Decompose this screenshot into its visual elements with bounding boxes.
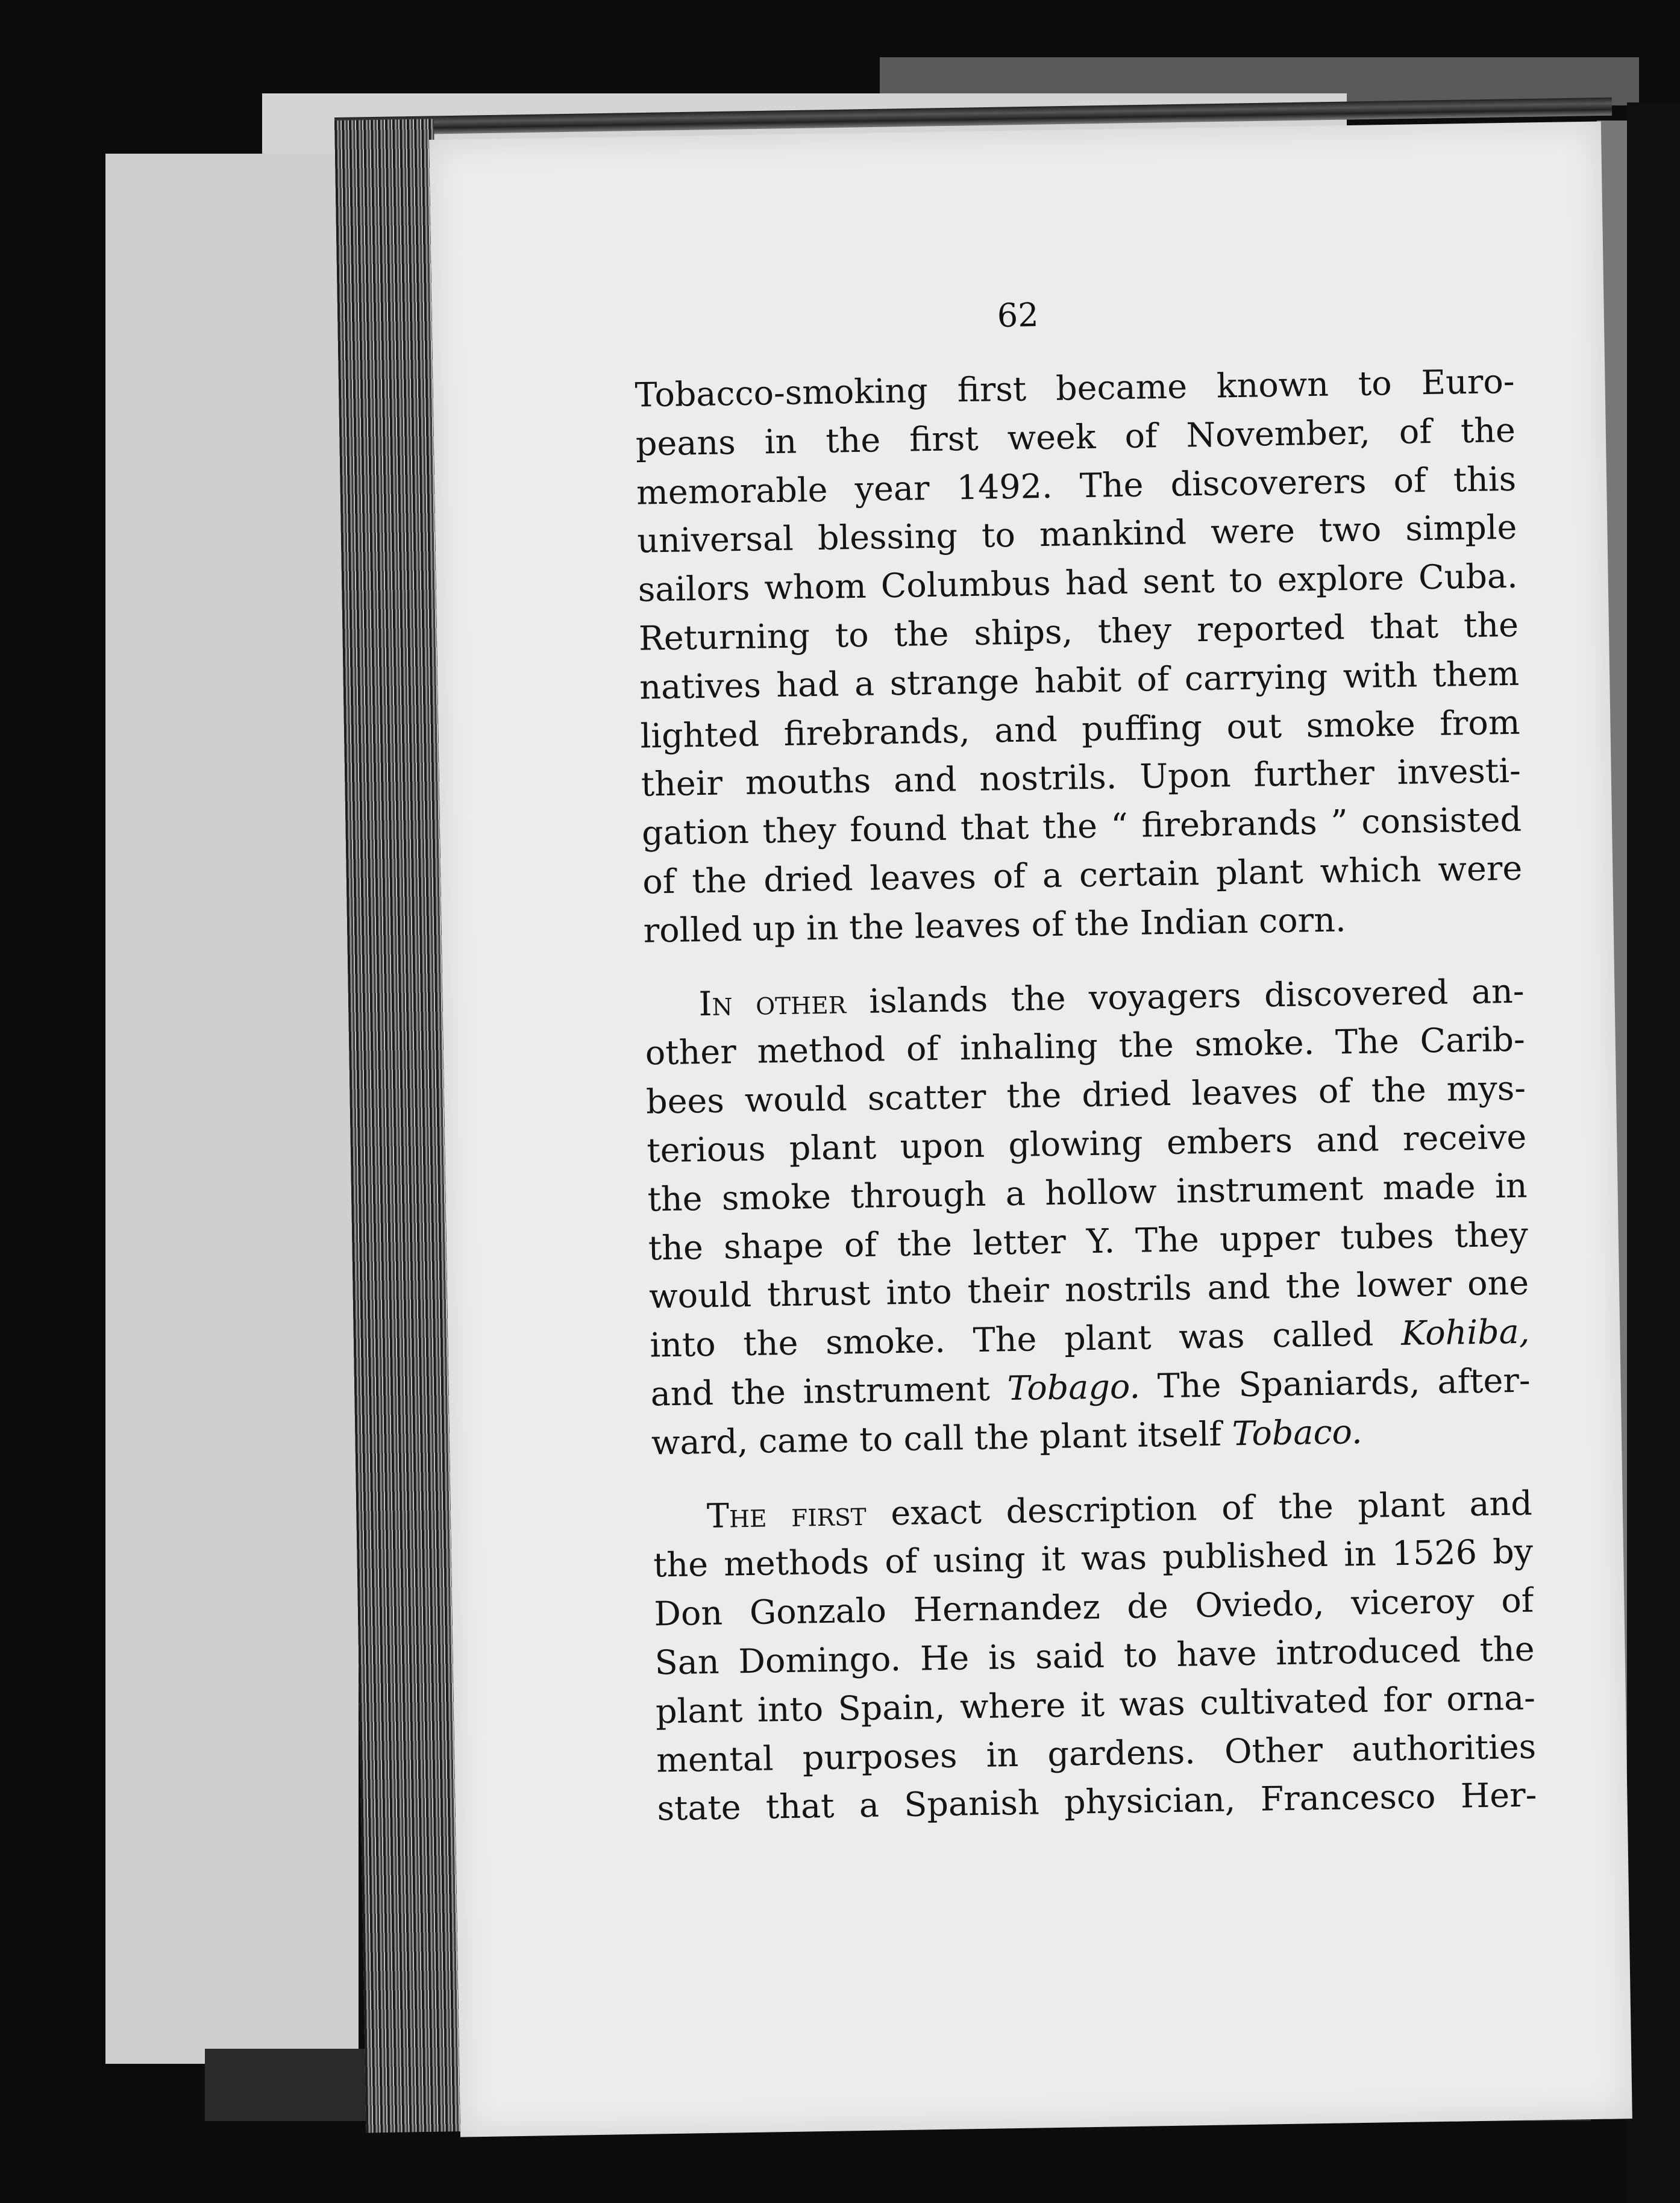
text-run: and the instrument [650,1369,1008,1414]
book-page [429,121,1632,2137]
small-caps-lead: In other [698,982,847,1024]
body-text [635,358,1537,1834]
text-line: the shape of the letter Y. The upper tubes they [648,1215,1529,1268]
text-run: islands the voyagers discovered an- [845,971,1525,1021]
text-line: terious plant upon glowing embers and receive [646,1117,1527,1171]
text-line: the methods of using it was published in 1526 by [653,1532,1534,1585]
paragraph-1 [635,358,1523,956]
text-line: the smoke through a hollow instrument made in [647,1166,1528,1220]
text-line: Don Gonzalo Hernandez de Oviedo, viceroy of [653,1581,1534,1634]
italic-term: Kohiba, [1400,1312,1530,1354]
page-number: 62 [997,296,1039,335]
text-line: Returning to the ships, they reported that the [638,605,1519,659]
text-line: their mouths and nostrils. Upon further investi- [641,751,1522,804]
text-line: would thrust into their nostrils and the lower one [648,1263,1529,1317]
text-run: The Spaniards, after- [1139,1361,1531,1406]
text-line: universal blessing to mankind were two simple [637,508,1517,562]
italic-term: Tobago. [1007,1367,1141,1409]
text-line: San Domingo. He is said to have introduced the [654,1629,1535,1683]
text-line: sailors whom Columbus had sent to explore Cuba. [638,556,1519,610]
text-line: plant into Spain, where it was cultivated for orna- [655,1678,1536,1732]
paragraph-3 [652,1479,1537,1834]
small-caps-lead: The first [706,1494,867,1536]
text-line: of the dried leaves of a certain plant which were [642,848,1523,902]
text-line: state that a Spanish physician, Francesco Her- [657,1775,1537,1829]
text-line: Tobacco-smoking first became known to Euro- [635,362,1515,415]
text-line: rolled up in the leaves of the Indian corn. [643,900,1347,951]
text-line: peans in the first week of November, of the [635,410,1516,464]
text-line: memorable year 1492. The discoverers of this [636,459,1517,513]
scanner-border [1627,102,1680,2203]
text-line: lighted firebrands, and puffing out smoke from [640,703,1520,756]
italic-term: Tobaco. [1232,1412,1363,1454]
text-line: gation they found that the “ firebrands ” consisted [641,800,1522,853]
text-line: other method of inhaling the smoke. The Carib- [645,1020,1526,1073]
text-line: mental purposes in gardens. Other authorities [656,1726,1537,1780]
paragraph-2 [644,967,1532,1468]
text-line: bees would scatter the dried leaves of the mys- [645,1068,1526,1122]
text-run: into the smoke. The plant was called [649,1314,1402,1365]
back-cover-left [105,154,359,2064]
text-run: ward, came to call the plant itself [651,1414,1233,1463]
text-run: exact description of the plant and [866,1484,1533,1534]
text-line: natives had a strange habit of carrying with them [639,654,1520,707]
